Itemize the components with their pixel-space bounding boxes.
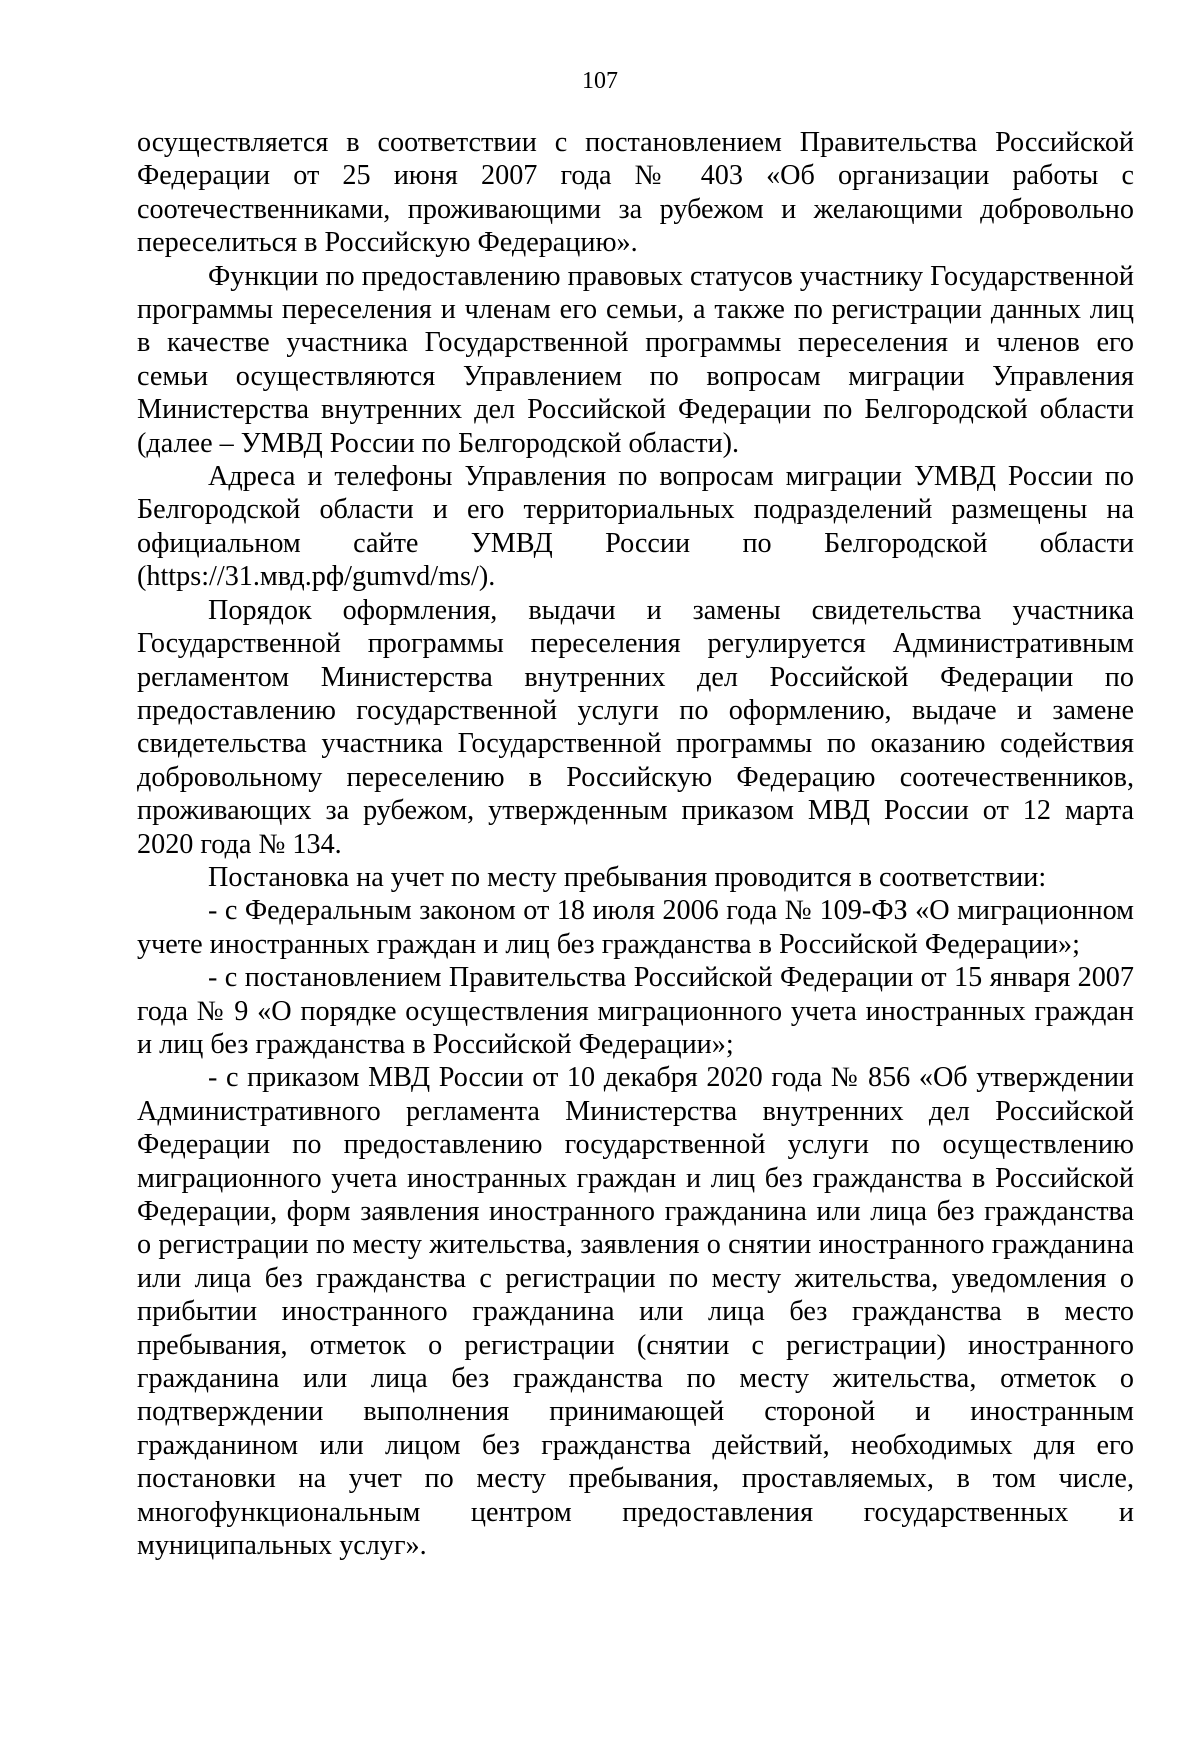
page-number: 107: [582, 68, 618, 94]
paragraph-registration-intro: Постановка на учет по месту пребывания проводится в соответствии:: [208, 861, 1047, 893]
paragraph-legal-status-functions: Функции по предоставлению правовых статусов участнику Государственной программы переселения и членам его семьи, а также по регистрации данных лиц в качестве участника Государственной программы переселения и членов его семьи осуществляются Управлением по вопросам миграции Управления Министерства внутренних дел Российской Федерации по Белгородской области (далее – УМВД России по Белгородской области).: [137, 260, 1134, 459]
paragraph-contacts: Адреса и телефоны Управления по вопросам миграции УМВД России по Белгородской области и его территориальных подразделений размещены на официальном сайте УМВД России по Белгородской области (https://31.мвд.рф/gumvd/ms/).: [137, 461, 1134, 593]
list-item-federal-law: - с Федеральным законом от 18 июля 2006 года № 109-ФЗ «О миграционном учете иностранных граждан и лиц без гражданства в Российской Федерации»;: [137, 895, 1134, 960]
paragraph-continuation: осуществляется в соответствии с постановлением Правительства Российской Федерации от 25 июня 2007 года № 403 «Об организации работы с соотечественниками, проживающими за рубежом и желающими добровольно переселиться в Российскую Федерацию».: [137, 127, 1134, 259]
list-item-mvd-order: - с приказом МВД России от 10 декабря 2020 года № 856 «Об утверждении Административного регламента Министерства внутренних дел Российской Федерации по предоставлению государственной услуги по осуществлению миграционного учета иностранных граждан и лиц без гражданства в Российской Федерации, форм заявления иностранного гражданина или лица без гражданства о регистрации по месту жительства, заявления о снятии иностранного гражданина или лица без гражданства с регистрации по месту жительства, уведомления о прибытии иностранного гражданина или лица без гражданства в место пребывания, отметок о регистрации (снятии с регистрации) иностранного гражданина или лица без гражданства по месту жительства, отметок о подтверждении выполнения принимающей стороной и иностранным гражданином или лицом без гражданства действий, необходимых для его постановки на учет по месту пребывания, проставляемых, в том числе, многофункциональным центром предоставления государственных и муниципальных услуг».: [137, 1062, 1134, 1562]
list-item-government-decree: - с постановлением Правительства Российской Федерации от 15 января 2007 года № 9 «О порядке осуществления миграционного учета иностранных граждан и лиц без гражданства в Российской Федерации»;: [137, 962, 1134, 1060]
document-body: [137, 126, 1134, 1562]
paragraph-certificate-procedure: Порядок оформления, выдачи и замены свидетельства участника Государственной программы переселения регулируется Административным регламентом Министерства внутренних дел Российской Федерации по предоставлению государственной услуги по оформлению, выдаче и замене свидетельства участника Государственной программы по оказанию содействия добровольному переселению в Российскую Федерацию соотечественников, проживающих за рубежом, утвержденным приказом МВД России от 12 марта 2020 года № 134.: [137, 594, 1134, 860]
